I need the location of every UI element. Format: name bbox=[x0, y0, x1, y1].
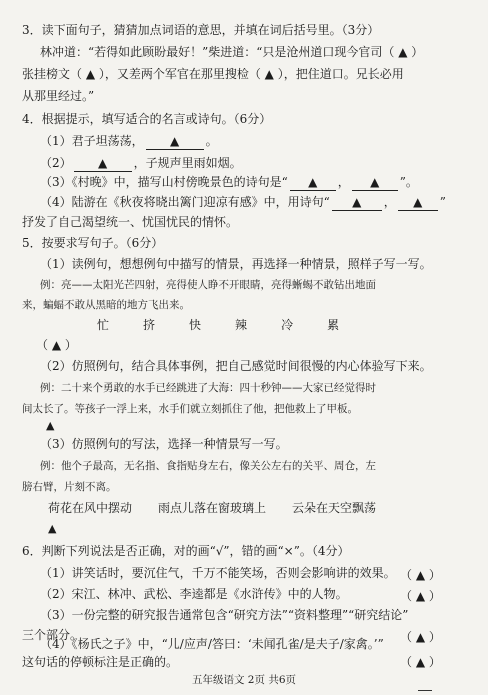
q5-sub-1: （1）读例句，想想例句中描写的情景，再选择一种情景，照样子写一写。 bbox=[40, 257, 432, 271]
word-choice: 辣 bbox=[235, 318, 248, 332]
q5-example-1-line-1: 例：亮——太阳光芒四射，亮得使人睁不开眼睛，亮得蜥蜴不敢钻出地面 bbox=[40, 279, 376, 291]
q5-word-choices bbox=[97, 318, 373, 333]
judgement-answer-2[interactable]: （ ▲ ） bbox=[400, 589, 441, 603]
q4-item-4: （4）陆游在《秋夜将晓出篱门迎凉有感》中，用诗句“ ▲ ， ▲ ” bbox=[40, 195, 446, 209]
q4-item-2: （2） ▲ ，子规声里雨如烟。 bbox=[40, 156, 242, 170]
q6-title: 6．判断下列说法是否正确，对的画“√”，错的画“×”。（4分） bbox=[22, 544, 350, 558]
q6-judgement-4-line-2: 这句话的停顿标注是正确的。 bbox=[22, 655, 179, 669]
q4-item-3: （3）《村晚》中，描写山村傍晚景色的诗句是“ ▲ ， ▲ ”。 bbox=[40, 175, 418, 189]
page-footer: 五年级语文 2页 共6页 bbox=[191, 674, 297, 686]
q5-sub-1-answer[interactable]: （ ▲ ） bbox=[36, 338, 77, 352]
q5-title: 5．按要求写句子。（6分） bbox=[22, 236, 164, 250]
answer-blank[interactable]: ▲ bbox=[332, 195, 382, 211]
scene-choice: 云朵在天空飘荡 bbox=[292, 501, 377, 515]
q6-judgement-3: （3）一份完整的研究报告通常包含“研究方法”“资料整理”“研究结论” bbox=[40, 608, 409, 622]
q5-example-2-line-2: 间太长了。等孩子一浮上来，水手们就立刻抓住了他，把他救上了甲板。 bbox=[22, 403, 358, 415]
judgement-answer-4[interactable]: （ ▲ ） bbox=[400, 655, 441, 669]
word-choice: 忙 bbox=[97, 318, 110, 332]
answer-blank[interactable]: ▲ bbox=[290, 175, 336, 191]
answer-blank[interactable]: ▲ bbox=[146, 134, 204, 150]
q5-example-2-line-1: 例：二十来个勇敢的水手已经跳进了大海：四十秒钟——大家已经觉得时 bbox=[40, 382, 376, 394]
q3-line-3: 从那里经过。” bbox=[22, 89, 95, 103]
answer-blank[interactable]: ▲ bbox=[352, 175, 398, 191]
q5-scene-choices bbox=[48, 501, 402, 516]
answer-blank[interactable]: ▲ bbox=[398, 195, 438, 211]
corner-mark bbox=[418, 690, 432, 691]
q6-judgement-1: （1）讲笑话时，要沉住气，千万不能笑场，否则会影响讲的效果。 bbox=[40, 566, 396, 580]
q4-title: 4．根据提示，填写适合的名言或诗句。（6分） bbox=[22, 112, 272, 126]
judgement-answer-3[interactable]: （ ▲ ） bbox=[400, 630, 441, 644]
q5-example-1-line-2: 来，蝙蝠不敢从黑暗的地方飞出来。 bbox=[22, 299, 190, 311]
word-choice: 累 bbox=[327, 318, 340, 332]
word-choice: 挤 bbox=[143, 318, 156, 332]
q6-judgement-2: （2）宋江、林冲、武松、李逵都是《水浒传》中的人物。 bbox=[40, 587, 348, 601]
q5-example-3-line-1: 例：他个子最高，无名指、食指贴身左右，像关公左右的关平、周仓，左 bbox=[40, 460, 376, 472]
word-choice: 快 bbox=[189, 318, 202, 332]
answer-blank[interactable]: ▲ bbox=[74, 156, 132, 172]
q5-sub-2: （2）仿照例句，结合具体事例，把自己感觉时间很慢的内心体验写下来。 bbox=[40, 359, 432, 373]
scene-choice: 雨点儿落在窗玻璃上 bbox=[158, 501, 267, 515]
judgement-answer-1[interactable]: （ ▲ ） bbox=[400, 568, 441, 582]
answer-mark[interactable]: ▲ bbox=[46, 419, 55, 432]
answer-mark[interactable]: ▲ bbox=[48, 522, 57, 535]
q3-title: 3．读下面句子，猜猜加点词语的意思，并填在词后括号里。（3分） bbox=[22, 23, 380, 37]
q3-line-2: 张挂榜文（ ▲ ），又差两个军官在那里搜检（ ▲ ），把住道口。兄长必用 bbox=[22, 67, 404, 81]
q4-item-1: （1）君子坦荡荡， ▲ 。 bbox=[40, 134, 218, 148]
q4-item-4-line-2: 抒发了自己渴望统一、忧国忧民的情怀。 bbox=[22, 215, 239, 229]
word-choice: 冷 bbox=[281, 318, 294, 332]
q6-judgement-4: （4）《杨氏之子》中，“儿/应声/答曰：‘未闻孔雀/是夫子/家禽。’” bbox=[40, 637, 384, 651]
q5-sub-3: （3）仿照例句的写法，选择一种情景写一写。 bbox=[40, 437, 288, 451]
q3-line-1: 林冲道：“若得如此顾盼最好！”柴进道：“只是沧州道口现今官司（ ▲ ） bbox=[40, 45, 424, 59]
q5-example-3-line-2: 膀右臂，片刻不离。 bbox=[22, 481, 117, 493]
scene-choice: 荷花在风中摆动 bbox=[48, 501, 133, 515]
q6-judgement-3-line-2: 三个部分。 bbox=[22, 628, 83, 642]
